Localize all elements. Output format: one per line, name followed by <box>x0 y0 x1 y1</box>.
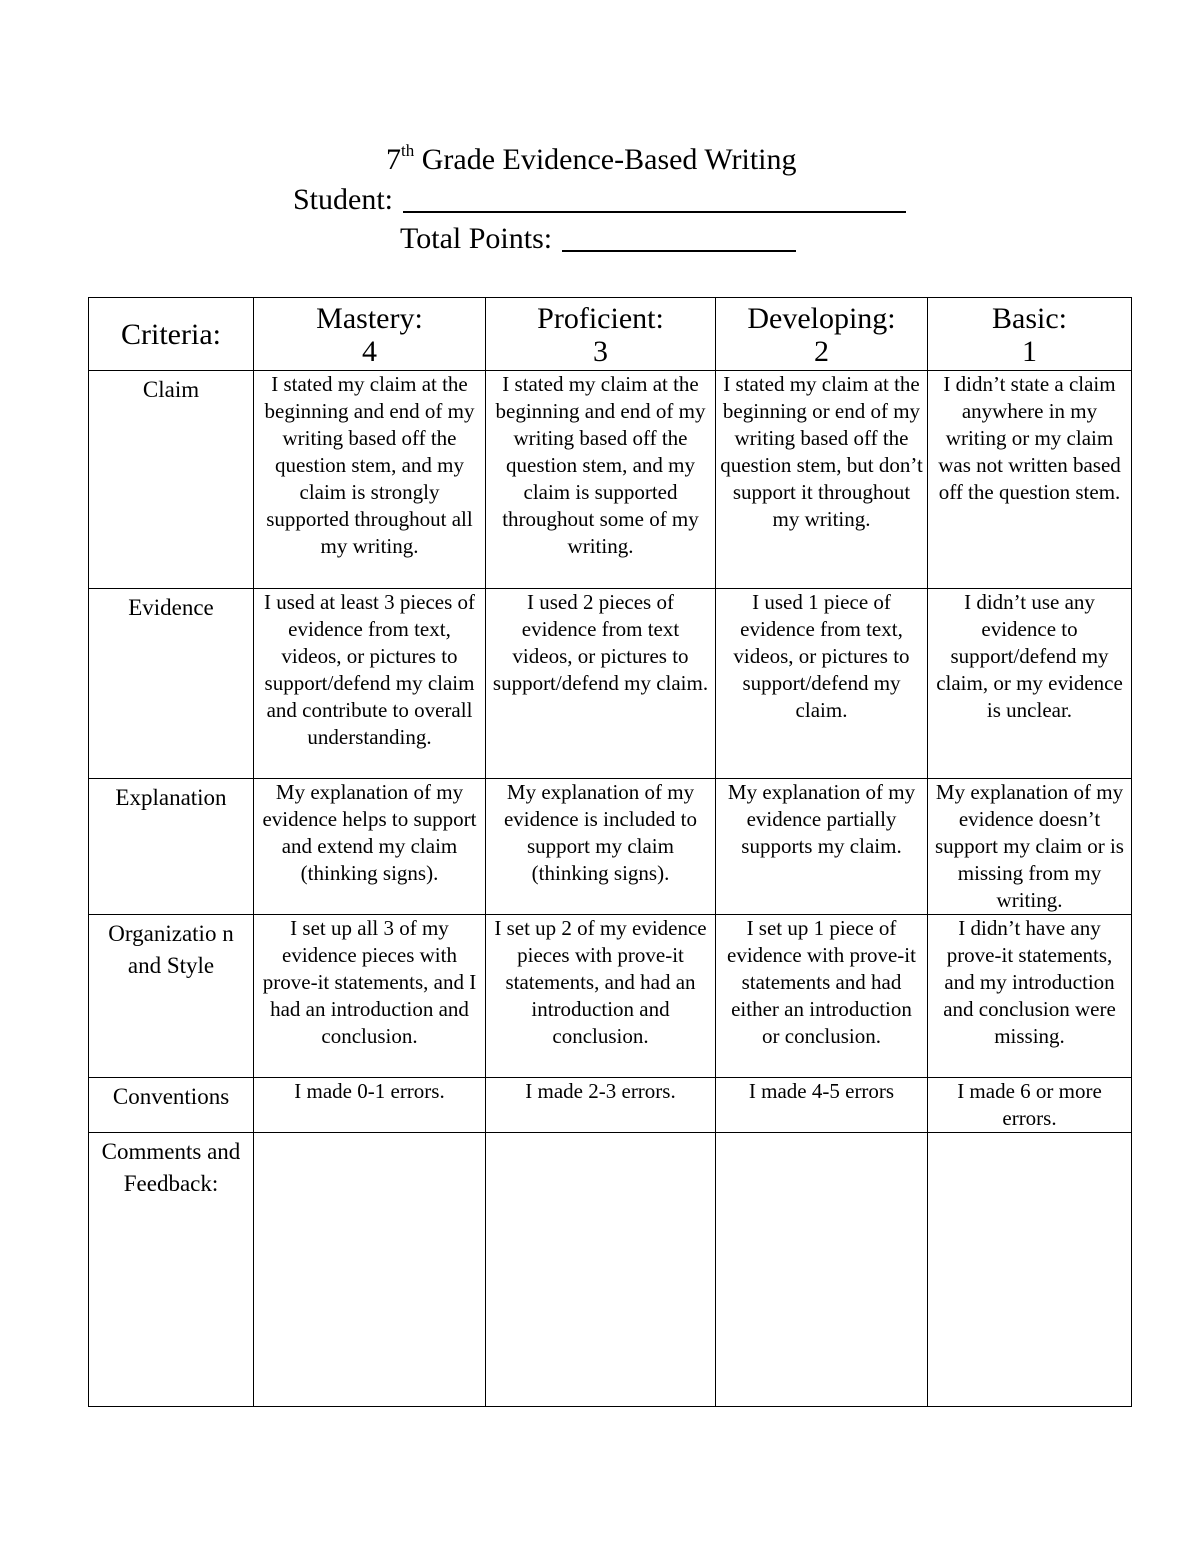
criteria-header: Criteria: <box>89 298 254 371</box>
descriptor-cell: I set up all 3 of my evidence pieces with prove-it statements, and I had an introduction and conclusion. <box>254 915 486 1078</box>
level-name: Basic: <box>992 302 1067 335</box>
total-points-line <box>400 219 796 258</box>
descriptor-cell: I made 2-3 errors. <box>486 1078 716 1133</box>
level-header-developing <box>716 298 928 371</box>
rubric-table <box>88 297 1132 1407</box>
rubric-row-comments <box>89 1133 1132 1407</box>
descriptor-cell: I didn’t have any prove-it statements, and my introduction and conclusion were missing. <box>928 915 1132 1078</box>
descriptor-cell: I used at least 3 pieces of evidence from text, videos, or pictures to support/defend my claim and contribute to overall understanding. <box>254 589 486 779</box>
title-number: 7 <box>386 143 401 176</box>
level-header-basic <box>928 298 1132 371</box>
descriptor-cell: My explanation of my evidence is included to support my claim (thinking signs). <box>486 779 716 915</box>
descriptor-cell: I set up 2 of my evidence pieces with prove-it statements, and had an introduction and conclusion. <box>486 915 716 1078</box>
level-header-mastery <box>254 298 486 371</box>
level-name: Mastery: <box>316 302 423 335</box>
comment-cell[interactable] <box>928 1133 1132 1407</box>
criterion-explanation: Explanation <box>89 779 254 915</box>
comment-cell[interactable] <box>254 1133 486 1407</box>
descriptor-cell: My explanation of my evidence helps to support and extend my claim (thinking signs). <box>254 779 486 915</box>
level-name: Developing: <box>747 302 896 335</box>
descriptor-cell: I stated my claim at the beginning and end of my writing based off the question stem, and my claim is strongly supported throughout all my writing. <box>254 371 486 589</box>
rubric-header-row <box>89 298 1132 371</box>
descriptor-cell: I made 0-1 errors. <box>254 1078 486 1133</box>
descriptor-cell: I used 2 pieces of evidence from text videos, or pictures to support/defend my claim. <box>486 589 716 779</box>
descriptor-cell: My explanation of my evidence doesn’t support my claim or is missing from my writing. <box>928 779 1132 915</box>
student-label: Student: <box>293 183 394 216</box>
descriptor-cell: I used 1 piece of evidence from text, videos, or pictures to support/defend my claim. <box>716 589 928 779</box>
criterion-organization: Organizatio n and Style <box>89 915 254 1078</box>
comment-cell[interactable] <box>486 1133 716 1407</box>
rubric-row-evidence <box>89 589 1132 779</box>
rubric-row-explanation <box>89 779 1132 915</box>
total-points-label: Total Points: <box>400 222 553 255</box>
level-score: 2 <box>814 335 829 368</box>
student-name-blank[interactable] <box>403 181 906 213</box>
descriptor-cell: I stated my claim at the beginning or end of my writing based off the question stem, but don’t support it throughout my writing. <box>716 371 928 589</box>
level-score: 4 <box>362 335 377 368</box>
level-name: Proficient: <box>537 302 664 335</box>
level-header-proficient <box>486 298 716 371</box>
rubric-row-organization <box>89 915 1132 1078</box>
criterion-conventions: Conventions <box>89 1078 254 1133</box>
criterion-evidence: Evidence <box>89 589 254 779</box>
title-text: Grade Evidence-Based Writing <box>414 143 797 176</box>
criterion-claim: Claim <box>89 371 254 589</box>
comment-cell[interactable] <box>716 1133 928 1407</box>
descriptor-cell: I didn’t state a claim anywhere in my writing or my claim was not written based off the question stem. <box>928 371 1132 589</box>
total-points-blank[interactable] <box>562 220 796 252</box>
descriptor-cell: I didn’t use any evidence to support/defend my claim, or my evidence is unclear. <box>928 589 1132 779</box>
descriptor-cell: I stated my claim at the beginning and end of my writing based off the question stem, and my claim is supported throughout some of my writing. <box>486 371 716 589</box>
level-score: 3 <box>593 335 608 368</box>
student-line <box>293 180 906 219</box>
rubric-row-claim <box>89 371 1132 589</box>
criterion-comments: Comments and Feedback: <box>89 1133 254 1407</box>
level-score: 1 <box>1022 335 1037 368</box>
page-title <box>386 140 797 179</box>
descriptor-cell: My explanation of my evidence partially supports my claim. <box>716 779 928 915</box>
rubric-row-conventions <box>89 1078 1132 1133</box>
descriptor-cell: I made 4-5 errors <box>716 1078 928 1133</box>
descriptor-cell: I made 6 or more errors. <box>928 1078 1132 1133</box>
descriptor-cell: I set up 1 piece of evidence with prove-it statements and had either an introduction or conclusion. <box>716 915 928 1078</box>
title-superscript: th <box>401 141 415 160</box>
